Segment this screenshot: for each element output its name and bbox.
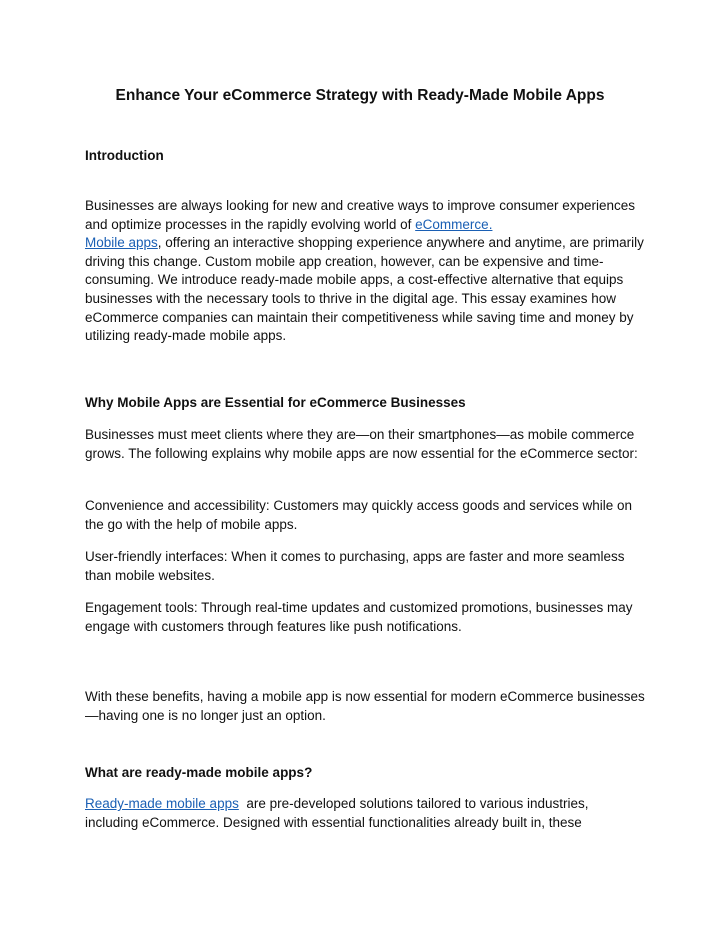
paragraph-convenience: Convenience and accessibility: Customers may quickly access goods and services while on the go with the help of mobile apps.: [85, 498, 633, 532]
paragraph-what-1: [85, 795, 645, 832]
intro-text-before: Businesses are always looking for new and creative ways to improve consumer experiences and optimize processes in the rapidly evolving world of: [85, 198, 636, 232]
paragraph-introduction: [85, 197, 645, 346]
heading-what-are-ready-made-apps: What are ready-made mobile apps?: [85, 765, 313, 780]
mobile-apps-link[interactable]: Mobile apps: [85, 235, 158, 251]
intro-text-after: , offering an interactive shopping experience anywhere and anytime, are primarily driving this change. Custom mobile app creation, however, can be expensive and time-consuming. We introduce ready-made mobile apps, a cost-effective alternative that equips businesses with the necessary tools to thrive in the digital age. This essay examines how eCommerce companies can maintain their competitiveness while saving time and money by utilizing ready-made mobile apps.: [85, 235, 644, 344]
paragraph-why-1: Businesses must meet clients where they are—on their smartphones—as mobile commerce grows. The following explains why mobile apps are now essential for the eCommerce sector:: [85, 427, 638, 461]
ecommerce-link[interactable]: eCommerce.: [415, 216, 493, 232]
paragraph-user-friendly: User-friendly interfaces: When it comes to purchasing, apps are faster and more seamless than mobile websites.: [85, 549, 625, 583]
heading-why-mobile-apps: Why Mobile Apps are Essential for eCommerce Businesses: [85, 395, 466, 410]
paragraph-engagement: Engagement tools: Through real-time updates and customized promotions, businesses may engage with customers through features like push notifications.: [85, 600, 633, 634]
heading-introduction: Introduction: [85, 148, 164, 163]
document-title: Enhance Your eCommerce Strategy with Ready-Made Mobile Apps: [115, 87, 605, 104]
paragraph-benefits-summary: With these benefits, having a mobile app is now essential for modern eCommerce businesses—having one is no longer just an option.: [85, 689, 645, 723]
ready-made-mobile-apps-link[interactable]: Ready-made mobile apps: [85, 796, 239, 811]
what-text-after: are pre-developed solutions tailored to various industries, including eCommerce. Designed with essential functionalities already built in, these: [85, 796, 593, 830]
